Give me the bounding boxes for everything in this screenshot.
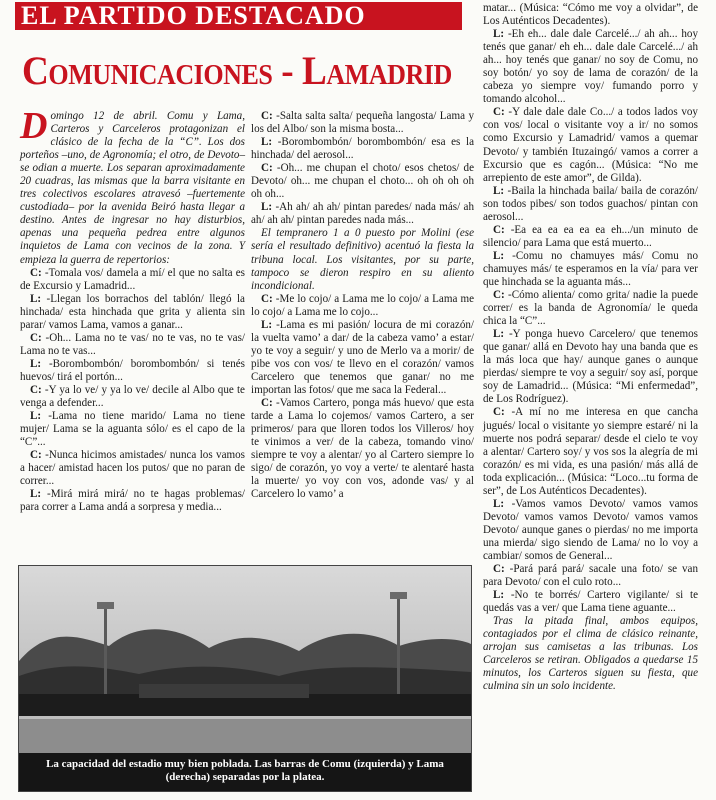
paragraph-text: Tras la pitada final, ambos equipos, contagiados por el clima de clásico reinante, arrojan sus camisetas a las tribunas. Los Carceleros se retiran. Obligados a quedarse 15 minutos, los Carteros siguen su fiesta, que culmina sin un solo incidente. [483, 615, 698, 693]
speaker-label: C: [30, 331, 42, 344]
speaker-label: L: [493, 184, 505, 197]
speaker-label: C: [261, 397, 273, 410]
speaker-label: C: [493, 289, 505, 302]
paragraph-text: -A mí no me interesa en que cancha jugués/ local o visitante yo siempre estaré/ ni la muerte nos podrá separar/ desde el cielo te voy a alentar/ Cartero soy/ y vos sos la alegría de mi corazón/ es mi vida, es una pasión/ más allá de toda explicación... (Música: “Loco...tu forma de ser”, de Los Auténticos Decadentes). [483, 406, 698, 497]
speaker-label: C: [493, 223, 505, 236]
paragraph [483, 589, 698, 615]
article-column-2 [251, 110, 474, 501]
speaker-label: C: [261, 162, 273, 175]
paragraph [251, 162, 474, 201]
paragraph [20, 293, 245, 332]
paragraph-text: -Tomala vos/ damela a mí/ el que no salta es de Excursio y Lamadrid... [20, 266, 245, 292]
paragraph-text: -Llegan los borrachos del tablón/ llegó la hinchada/ esta hinchada que grita y alienta sin parar/ vamos Lama, vamos a ganar... [20, 292, 245, 331]
paragraph-text: -Comu no chamuyes más/ Comu no chamuyes más/ te esperamos en la vía/ para ver que hinchada se la aguanta más... [483, 249, 698, 288]
paragraph-text: -Lama es mi pasión/ locura de mi corazón/ la vuelta vamo’ a dar/ de la cabeza vamo’ a estar/ yo te voy a seguir/ y uno de Merlo va a morir/ de pibe vos con vos/ te llevo en el corazón/ vamos Carcelero que tenemos que ganar/ no me importan las fotos/ que me saca la Federal... [251, 318, 474, 396]
speaker-label: C: [493, 563, 505, 576]
paragraph [483, 615, 698, 693]
paragraph-text: -Baila la hinchada baila/ baila de corazón/ son todos pibes/ son todos guachos/ pintan con aerosol... [483, 184, 699, 223]
speaker-label: L: [261, 318, 273, 331]
paragraph-text: El tempranero 1 a 0 puesto por Molini (ese sería el resultado definitivo) acentuó la fiesta la tribuna local. Los visitantes, por su parte, tampoco se dieron respiro en su aliento incondicional. [251, 227, 474, 292]
speaker-label: L: [30, 410, 42, 423]
article-column-1 [20, 105, 246, 514]
speaker-label: C: [30, 266, 42, 279]
paragraph-text: matar... (Música: “Cómo me voy a olvidar”, de Los Auténticos Decadentes). [483, 2, 698, 28]
paragraph-text: -Ea ea ea ea ea ea eh.../un minuto de silencio/ para Lama que está muerto... [483, 223, 698, 249]
paragraph [251, 319, 474, 397]
paragraph-text: -Y ya lo ve/ y ya lo ve/ decile al Albo que te venga a defender... [20, 383, 245, 410]
speaker-label: C: [493, 406, 505, 419]
speaker-label: L: [493, 328, 505, 341]
section-kicker: EL PARTIDO DESTACADO [15, 2, 462, 30]
speaker-label: C: [493, 106, 505, 119]
speaker-label: C: [30, 449, 42, 462]
paragraph-text: -Borombombón/ borombombón/ esa es la hinchada/ del aerosol... [251, 136, 474, 162]
speaker-label: L: [261, 201, 273, 214]
paragraph [20, 105, 245, 267]
paragraph-text: -Lama no tiene marido/ Lama no tiene mujer/ Lama se la aguanta sólo/ es el capo de la “C”... [20, 410, 246, 449]
speaker-label: L: [493, 249, 505, 262]
paragraph-text: -Pará pará pará/ sacale una foto/ se van para Devoto/ con el culo roto... [483, 563, 699, 589]
paragraph-text: -Y ponga huevo Carcelero/ que tenemos que ganar/ allá en Devoto hay una banda que es la más loca que hay/ aunque ganes o aunque pierdas/ siempre te voy a seguir/ soy así, porque soy de Lamadrid... (Música: “Mi enfermedad”, de Los Rodríguez). [483, 328, 698, 406]
speaker-label: L: [30, 488, 42, 501]
paragraph [251, 201, 474, 227]
paragraph [483, 250, 698, 289]
speaker-label: L: [30, 292, 42, 305]
paragraph [20, 449, 245, 488]
paragraph [483, 328, 698, 406]
paragraph-text: -Mirá mirá mirá/ no te hagas problemas/ para correr a Lama andá a sorpresa y media... [20, 488, 246, 514]
speaker-label: L: [493, 589, 505, 602]
paragraph [20, 358, 245, 384]
paragraph-text: -No te borrés/ Cartero vigilante/ si te quedás vas a ver/ que Lama tiene aguante... [483, 589, 699, 615]
paragraph-text: -Me lo cojo/ a Lama me lo cojo/ a Lama me lo cojo/ a Lama me lo cojo... [251, 292, 474, 318]
paragraph-text: -Borombombón/ borombombón/ si tenés huevos/ tirá el portón... [20, 357, 245, 383]
paragraph-text: -Vamos Cartero, ponga más huevo/ que esta tarde a Lama lo cojemos/ vamos Cartero, a ser primeros/ para que lloren todos los Villeros/ hoy te vinimos a ver/ de la cabeza, tomando vino/ siempre te voy a alentar/ yo al Cartero siempre lo sigo/ de corazón, yo voy a verte/ te alentaré hasta la muerte/ yo voy con vos, adonde vas/ y al Carcelero lo vamo’ a [251, 397, 474, 501]
paragraph [483, 185, 698, 224]
speaker-label: L: [493, 28, 505, 41]
paragraph [20, 332, 245, 358]
paragraph [20, 410, 245, 449]
speaker-label: C: [30, 383, 42, 396]
paragraph-text: -Oh... Lama no te vas/ no te vas, no te vas/ Lama no te vas... [20, 331, 245, 357]
paragraph [251, 397, 474, 501]
paragraph-text: -Eh eh... dale dale Carcelé.../ ah ah... hoy tenés que ganar/ eh eh... dale dale Carcelé.../ ah ah... hoy tenés que ganar/ no soy de Comu, no soy botón/ yo soy de lama de corazón/ de la cabeza yo siempre voy/ fumando porro y tomando alcohol... [483, 28, 698, 106]
paragraph [483, 224, 698, 250]
paragraph [251, 110, 474, 136]
paragraph [20, 384, 245, 410]
article-column-3 [483, 2, 698, 693]
paragraph-text: -Vamos vamos Devoto/ vamos vamos Devoto/ vamos vamos Devoto/ vamos vamos Devoto/ aunque ganes o pierdas/ no me importa una mierda/ sigo siendo de Lama/ no lo voy a cambiar/ somos de General... [483, 497, 698, 562]
paragraph [251, 227, 474, 292]
paragraph [483, 498, 698, 563]
paragraph [483, 563, 698, 589]
drop-cap: D [20, 105, 48, 147]
paragraph [483, 2, 698, 28]
paragraph [483, 406, 698, 497]
paragraph [251, 293, 474, 319]
paragraph [251, 136, 474, 162]
paragraph-text: -Cómo alienta/ como grita/ nadie la puede correr/ es la banda de Agronomía/ le queda chica la “C”... [483, 289, 698, 328]
paragraph-text: -Y dale dale dale Co.../ a todos lados voy con vos/ local o visitante voy a ir/ no somos como Excursio y Lamadrid/ vamos a quemar Devoto/ y también Ituzaingó/ vamos a correr a Excursio que es cagón... (Música: “No me arrepiento de este amor”, de Gilda). [483, 106, 698, 184]
speaker-label: C: [261, 110, 273, 122]
article-headline: Comunicaciones - Lamadrid [22, 48, 452, 93]
paragraph [483, 289, 698, 328]
speaker-label: L: [30, 357, 42, 370]
paragraph-text: -Salta salta salta/ pequeña langosta/ Lama y los del Albo/ son la misma bosta... [251, 110, 474, 136]
paragraph [483, 28, 698, 106]
photo-caption: La capacidad del estadio muy bien poblada. Las barras de Comu (izquierda) y Lama (derecha) separadas por la platea. [19, 753, 471, 791]
stadium-photo [18, 565, 472, 792]
speaker-label: L: [493, 497, 505, 510]
paragraph-text: -Ah ah/ ah ah/ pintan paredes/ nada más/ ah ah/ ah ah/ pintan paredes nada más... [251, 201, 474, 227]
speaker-label: C: [261, 292, 273, 305]
paragraph [20, 267, 245, 293]
paragraph [483, 106, 698, 184]
paragraph-text: omingo 12 de abril. Comu y Lama, Carteros y Carceleros protagonizan el clásico de la fecha de la “C”. Los dos porteños –uno, de Agronomía; el otro, de Devoto– se odian a muerte. Los separan aproximadamente 20 cuadras, las mismas que la barra visitante en tres colectivos escolares atravesó –fuertemente custodiada– por la avenida Beiró hasta llegar a destino. Antes de ingresar no hay disturbios, apenas una pequeña pedrea entre algunos inquietos de Lama con vecinos de la zona. Y empieza la guerra de repertorios: [20, 110, 245, 266]
paragraph-text: -Oh... me chupan el choto/ esos chetos/ de Devoto/ oh... me chupan el choto... oh oh oh oh oh oh... [251, 162, 474, 201]
paragraph-text: -Nunca hicimos amistades/ nunca los vamos a hacer/ amistad hacen los putos/ que no paran de correr... [20, 449, 246, 488]
speaker-label: L: [261, 136, 273, 149]
paragraph [20, 488, 245, 514]
